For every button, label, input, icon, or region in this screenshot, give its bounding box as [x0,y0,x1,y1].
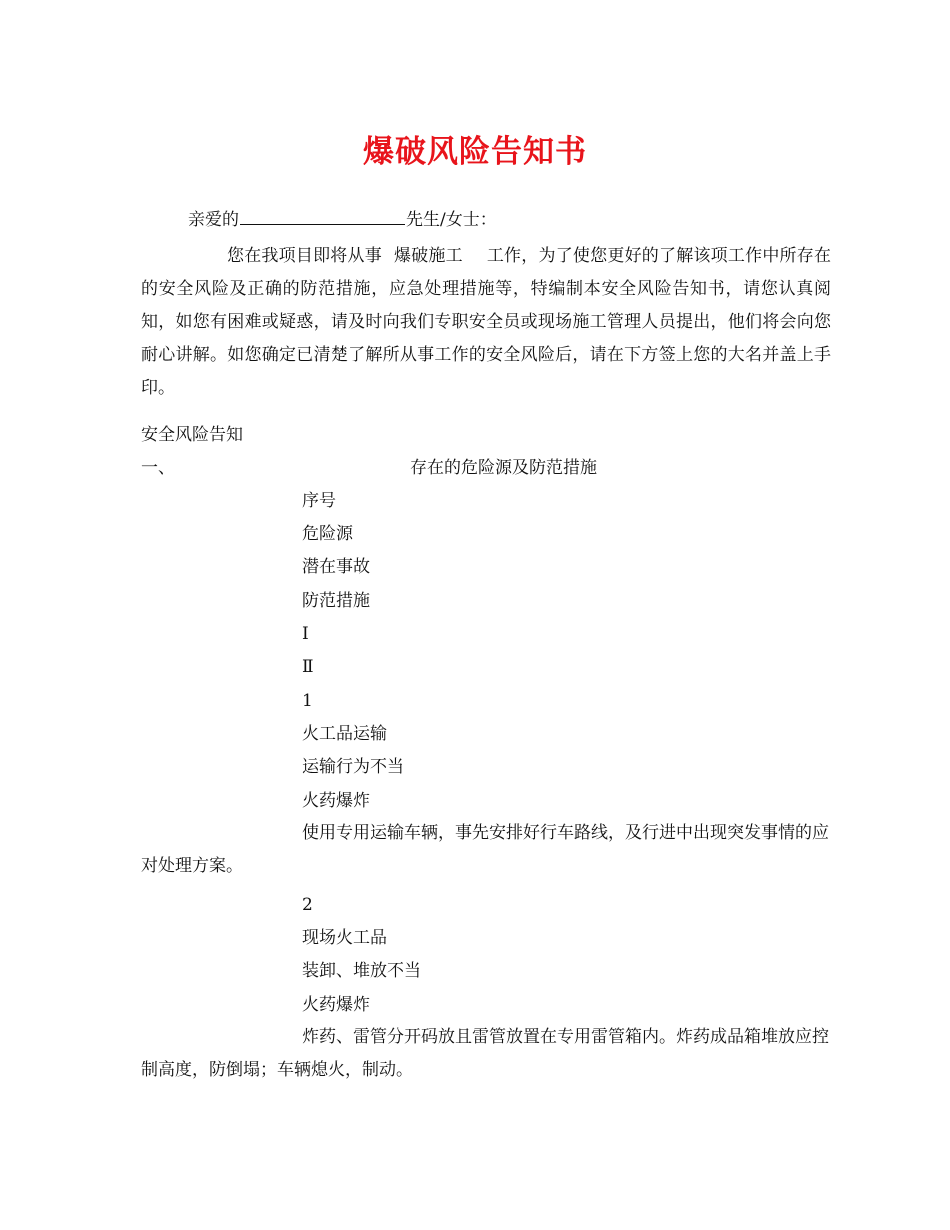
document-title: 爆破风险告知书 [363,134,587,170]
intro-paragraph [141,240,831,405]
table-header-measure: 防范措施 [302,591,370,611]
intro-rest: 工作，为了使您更好的了解该项工作中所存在的安全风险及正确的防范措施，应急处理措施等，特编制本安全风险告知书，请您认真阅知，如您有困难或疑惑，请及时向我们专职安全员或现场施工管理人员提出，他们将会向您耐心讲解。如您确定已清楚了解所从事工作的安全风险后，请在下方签上您的大名并盖上手印。 [141,246,831,398]
row-1-cause: 运输行为不当 [302,757,404,777]
row-1-hazard: 火工品运输 [302,724,387,744]
table-subheader-1: Ⅰ [302,624,309,644]
row-2-cause: 装卸、堆放不当 [302,961,421,981]
row-2-measure: 炸药、雷管分开码放且雷管放置在专用雷管箱内。炸药成品箱堆放应控制高度，防倒塌；车辆熄火，制动。 [141,1027,829,1080]
greeting-prefix: 亲爱的 [188,210,239,230]
work-term: 爆破施工 [393,246,463,266]
table-header-accident: 潜在事故 [302,557,370,577]
table-subheader-2: Ⅱ [302,657,314,677]
row-2-no: 2 [302,895,313,915]
row-1-measure: 使用专用运输车辆，事先安排好行车路线，及行进中出现突发事情的应对处理方案。 [141,823,829,876]
table-header-hazard: 危险源 [302,524,353,544]
section-label: 安全风险告知 [141,425,243,445]
greeting-suffix: 先生/女士： [406,210,497,230]
name-blank [240,208,405,225]
section-title: 存在的危险源及防范措施 [410,458,597,478]
row-1-no: 1 [302,691,313,711]
greeting-line [188,208,497,231]
row-1-accident: 火药爆炸 [302,791,370,811]
row-2-hazard: 现场火工品 [302,928,387,948]
table-header-no: 序号 [302,491,336,511]
section-number: 一、 [141,458,175,478]
intro-lead: 您在我项目即将从事 [227,246,382,266]
row-2-accident: 火药爆炸 [302,995,370,1015]
